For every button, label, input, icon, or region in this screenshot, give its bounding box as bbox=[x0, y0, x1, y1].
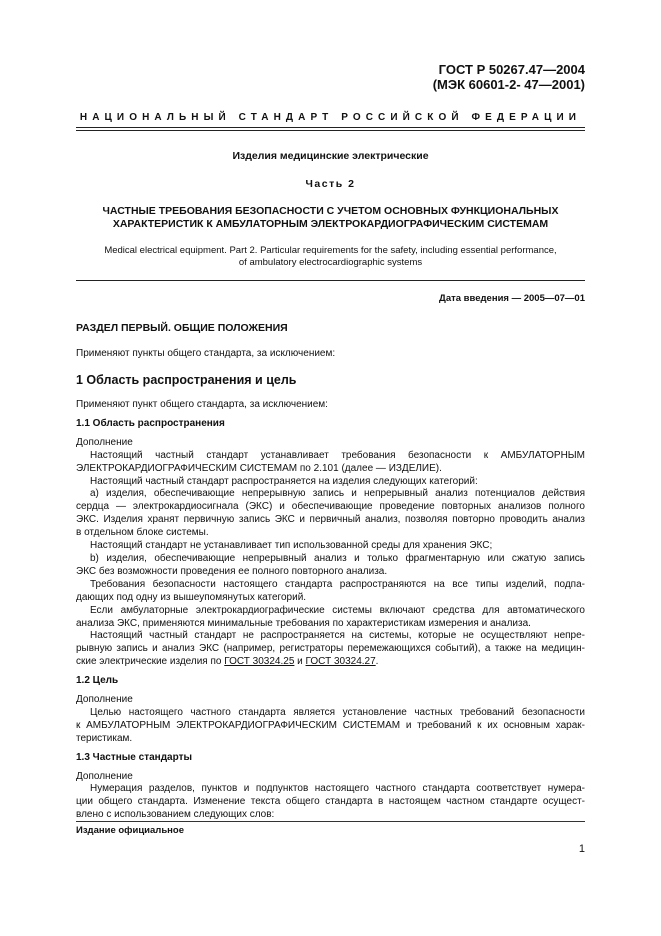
paragraph-line: Настоящий частный стандарт распространяется на изделия следующих категорий: bbox=[90, 475, 478, 487]
paragraph-line: Настоящий частный стандарт устанавливает требования безопасности к АМБУЛАТОРНЫМ bbox=[90, 449, 585, 461]
footer-divider bbox=[76, 821, 585, 822]
paragraph-line: Настоящий стандарт не устанавливает тип использованной среды для хранения ЭКС; bbox=[90, 540, 493, 552]
paragraph-line: b) изделия, обеспечивающие непрерывный анализ и только фрагментарную или сжатую запись bbox=[90, 552, 585, 564]
title-divider bbox=[76, 280, 585, 281]
paragraph-line: а) изделия, обеспечивающие непрерывную запись и непрерывный анализ потенциалов действия bbox=[90, 488, 585, 500]
introduction-date: Дата введения — 2005—07—01 bbox=[439, 293, 585, 304]
clause-1-3-addition: Дополнение bbox=[76, 770, 133, 782]
section-intro: Применяют пункты общего стандарта, за исключением: bbox=[76, 348, 336, 359]
page-number: 1 bbox=[578, 843, 585, 855]
paragraph-line: дающих под одну из вышеупомянутых категорий. bbox=[76, 591, 307, 603]
standard-code bbox=[433, 62, 585, 92]
main-title-line1: ЧАСТНЫЕ ТРЕБОВАНИЯ БЕЗОПАСНОСТИ С УЧЕТОМ ОСНОВНЫХ ФУНКЦИОНАЛЬНЫХ bbox=[102, 205, 559, 217]
edition-label: Издание официальное bbox=[76, 825, 184, 836]
main-title-line2: ХАРАКТЕРИСТИК К АМБУЛАТОРНЫМ ЭЛЕКТРОКАРДИОГРАФИЧЕСКИМ СИСТЕМАМ bbox=[112, 218, 549, 230]
paragraph-line: влено с использованием следующих слов: bbox=[76, 809, 275, 821]
clause-1-intro: Применяют пункт общего стандарта, за исключением: bbox=[76, 399, 328, 410]
paragraph-line: Нумерация разделов, пунктов и подпунктов настоящего частного стандарта соответствует нумера- bbox=[90, 783, 585, 795]
ref-joiner: и bbox=[297, 656, 303, 668]
part-label: Часть 2 bbox=[305, 178, 356, 190]
paragraph-line: Целью настоящего частного стандарта является установление частных требований безопасности bbox=[90, 706, 585, 718]
header-divider-bottom bbox=[76, 130, 585, 131]
clause-1-2-addition: Дополнение bbox=[76, 694, 133, 706]
gost-30324-27-link[interactable]: ГОСТ 30324.27 bbox=[305, 656, 376, 668]
paragraph-line: Если амбулаторные электрокардиографические системы включают средства для автоматического bbox=[90, 604, 585, 616]
paragraph-line: ские электрические изделия по bbox=[76, 656, 222, 668]
ref-end: . bbox=[375, 656, 379, 668]
national-standard-banner: НАЦИОНАЛЬНЫЙ СТАНДАРТ РОССИЙСКОЙ ФЕДЕРАЦИИ bbox=[79, 112, 582, 123]
paragraph-line: анализа ЭКС, применяются минимальные требования по характеристикам измерения и анализа. bbox=[76, 617, 531, 629]
paragraph-line: Требования безопасности настоящего стандарта распространяются на все типы изделий, подпа- bbox=[90, 578, 585, 590]
english-title bbox=[76, 245, 585, 269]
paragraph-line: рывную запись и анализ ЭКС (например, регистраторы перемежающихся событий), а также на медицин- bbox=[76, 643, 585, 655]
section-heading: РАЗДЕЛ ПЕРВЫЙ. ОБЩИЕ ПОЛОЖЕНИЯ bbox=[76, 322, 288, 334]
paragraph-line: в отдельном блоке системы. bbox=[76, 527, 209, 539]
paragraph-line: ции общего стандарта. Изменение текста общего стандарта в настоящем частном стандарте осущест- bbox=[76, 796, 585, 808]
header-divider-top bbox=[76, 127, 585, 128]
english-title-line2: of ambulatory electrocardiographic systems bbox=[238, 257, 423, 268]
paragraph-line: Настоящий частный стандарт не распространяется на системы, которые не осуществляют непре- bbox=[90, 630, 585, 642]
document-title: Изделия медицинские электрические bbox=[232, 150, 429, 162]
paragraph-line: ЭКС. Изделия хранят первичную запись ЭКС и первичный анализ, позволяя повторно проводить анализ bbox=[76, 514, 585, 526]
paragraph-line: теристикам. bbox=[76, 732, 133, 744]
paragraph-line-with-refs bbox=[76, 656, 585, 669]
clause-1-1-addition: Дополнение bbox=[76, 436, 133, 448]
paragraph-line: ЭЛЕКТРОКАРДИОГРАФИЧЕСКИМ СИСТЕМАМ по 2.101 (далее — ИЗДЕЛИЕ). bbox=[76, 462, 442, 474]
paragraph-line: к АМБУЛАТОРНЫМ ЭЛЕКТРОКАРДИОГРАФИЧЕСКИМ СИСТЕМАМ и требований к их основным харак- bbox=[76, 719, 585, 731]
standard-code-line1: ГОСТ Р 50267.47—2004 bbox=[438, 62, 585, 77]
paragraph-line: сердца — электрокардиосигнала (ЭКС) и обеспечивающие проведение повторных анализов полного bbox=[76, 501, 585, 513]
clause-1-2-heading: 1.2 Цель bbox=[76, 675, 119, 687]
document-body bbox=[76, 399, 585, 822]
clause-1-heading: 1 Область распространения и цель bbox=[76, 373, 297, 387]
paragraph-line: ЭКС без возможности проведения ее полного повторного анализа. bbox=[76, 565, 388, 577]
main-title bbox=[76, 205, 585, 231]
english-title-line1: Medical electrical equipment. Part 2. Particular requirements for the safety, including essential performance, bbox=[104, 245, 557, 256]
gost-30324-25-link[interactable]: ГОСТ 30324.25 bbox=[224, 656, 295, 668]
clause-1-3-heading: 1.3 Частные стандарты bbox=[76, 751, 193, 763]
clause-1-1-heading: 1.1 Область распространения bbox=[76, 417, 225, 429]
standard-code-line2: (МЭК 60601-2- 47—2001) bbox=[432, 77, 585, 92]
